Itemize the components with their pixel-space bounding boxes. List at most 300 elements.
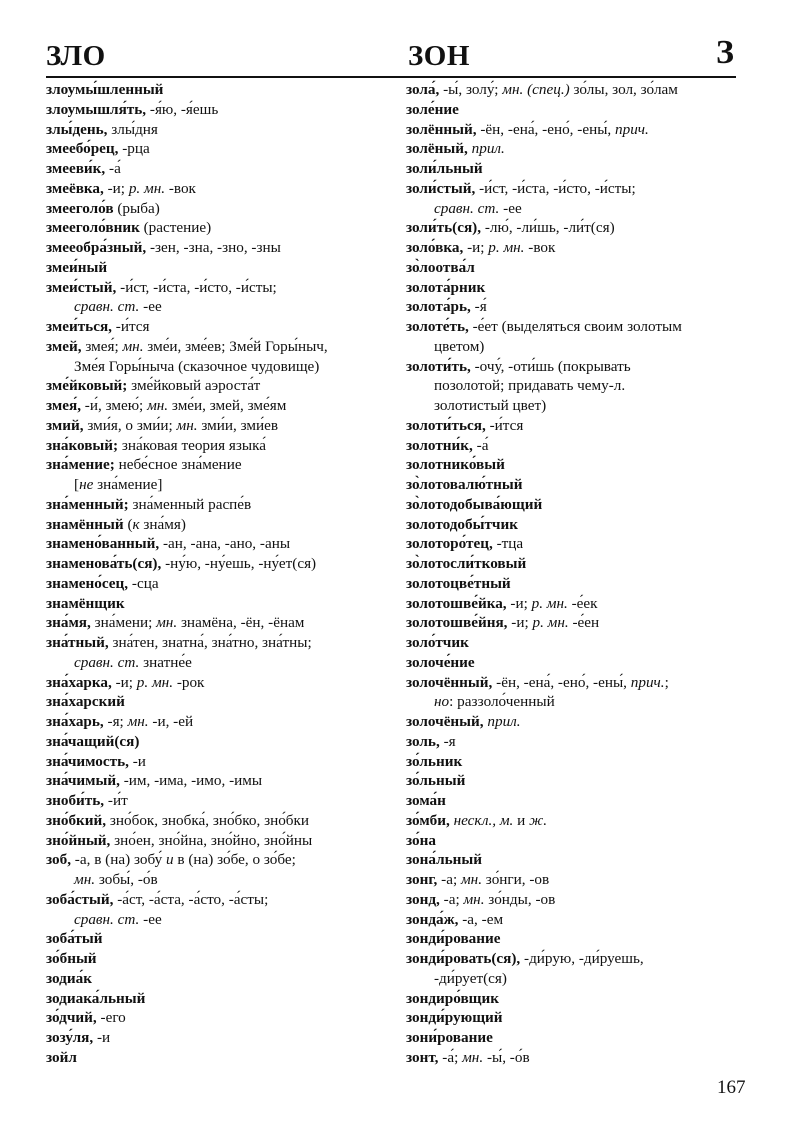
dictionary-entry (406, 791, 751, 811)
dictionary-entry (46, 594, 386, 614)
entry-text: в (на) зо́бе, о зо́бе; (173, 851, 296, 869)
headword: зона́льный (406, 851, 482, 869)
headword: зоба́тый (46, 930, 103, 948)
dictionary-entry (406, 159, 751, 179)
dictionary-entry (46, 752, 386, 772)
entry-text: -а́ст, -а́ста, -а́сто, -а́сты; (113, 890, 269, 908)
grammar-label: прил. (467, 140, 505, 158)
dictionary-entry (46, 139, 386, 159)
dictionary-entry (406, 929, 751, 949)
dictionary-entry (406, 732, 751, 752)
entry-text: -я́ю, -я́ешь (146, 100, 219, 118)
entry-text: -и́ст, -и́ста, -и́сто, -и́сты; (116, 278, 277, 296)
dictionary-entry (46, 534, 386, 554)
headword: знамено́сец, (46, 574, 129, 592)
dictionary-entry (46, 436, 386, 456)
headword: зно́йный, (46, 831, 111, 849)
headword: зна́чащий(ся) (46, 732, 140, 750)
grammar-label: сравн. ст. (74, 910, 140, 928)
headword: зола́, (406, 81, 440, 98)
dictionary-entry (406, 278, 751, 298)
entry-text: -и (128, 752, 146, 770)
left-column (46, 80, 386, 1068)
section-letter: З (716, 34, 734, 71)
dictionary-entry (46, 120, 386, 140)
headword: золоте́ть, (406, 318, 469, 335)
headword: золо́тчик (406, 634, 469, 651)
header-left-guide-word: ЗЛО (46, 40, 106, 72)
headword: золи́ть(ся), (406, 219, 482, 237)
headword: змеебо́рец, (46, 140, 119, 158)
headword: зонди́рование (406, 930, 501, 948)
entry-text: -ее (139, 910, 162, 928)
entry-text: -и́тся (485, 416, 524, 434)
headword: золотодобы́тчик (406, 515, 518, 533)
entry-text: зна́ковая теория языка́ (118, 436, 267, 454)
headword: зна́мя, (46, 614, 91, 632)
headword: зо́дчий, (46, 1009, 97, 1027)
headword: зонг, (406, 871, 438, 888)
entry-text: -вок (524, 239, 556, 256)
dictionary-entry (46, 1008, 386, 1028)
headword: зме́йковый; (46, 377, 128, 395)
entry-text: зобы́, -о́в (95, 871, 158, 888)
headword: золи́стый, (406, 179, 476, 197)
entry-continuation (46, 357, 386, 377)
dictionary-entry (46, 396, 386, 416)
headword: золота́рь, (406, 298, 471, 316)
entry-text: знамёна, -ён, -ёнам (177, 614, 305, 632)
entry-text: -зен, -зна, -зно, -зны (146, 239, 281, 256)
dictionary-entry (46, 238, 386, 258)
entry-text: [ (74, 476, 80, 493)
entry-text: зме́йковый аэроста́т (127, 377, 261, 395)
dictionary-entry (406, 653, 751, 673)
entry-text: -и; (506, 594, 532, 612)
grammar-label: мн. (156, 614, 178, 632)
dictionary-entry (406, 179, 751, 199)
dictionary-entry (406, 613, 751, 633)
entry-text: -и́ст, -и́ста, -и́сто, -и́сты; (475, 179, 636, 197)
grammar-label: мн. (460, 871, 482, 888)
headword: зно́бкий, (46, 811, 107, 829)
entry-text: -и (93, 1029, 111, 1046)
dictionary-entry (406, 594, 751, 614)
headword: золочёный, (406, 713, 484, 730)
dictionary-entry (406, 475, 751, 495)
dictionary-entry (46, 416, 386, 436)
entry-text: -и; (507, 614, 533, 632)
dictionary-entry (406, 633, 751, 653)
entry-text: -ан, -ана, -ано, -аны (159, 535, 291, 553)
right-column (406, 80, 751, 1068)
grammar-label: сравн. ст. (74, 653, 140, 671)
headword: зна́мение; (46, 456, 115, 474)
dictionary-entry (406, 850, 751, 870)
headword: змееобра́зный, (46, 239, 147, 256)
dictionary-entry (46, 554, 386, 574)
grammar-label: р. мн. (488, 239, 525, 256)
entry-text: -и́тся (111, 318, 150, 335)
headword: зоб, (46, 851, 71, 869)
dictionary-entry (46, 613, 386, 633)
entry-text: (растение) (139, 219, 212, 237)
dictionary-entry (46, 850, 386, 870)
headword: золённый, (406, 120, 477, 138)
entry-text: знатне́е (139, 653, 192, 671)
dictionary-entry (46, 159, 386, 179)
headword: зна́чимый, (46, 772, 120, 790)
headword: золоти́ться, (406, 416, 486, 434)
page-number: 167 (717, 1077, 746, 1098)
headword: змеи́ться, (46, 318, 112, 335)
dictionary-entry (46, 199, 386, 219)
header-right-guide-word: ЗОН (408, 40, 470, 72)
entry-text: : раззоло́ченный (449, 693, 555, 711)
dictionary-entry (46, 831, 386, 851)
headword: золь, (406, 732, 440, 750)
entry-text: -е́ен (568, 614, 600, 632)
headword: зо́льник (406, 752, 463, 770)
grammar-label: прил. (483, 713, 521, 730)
dictionary-entry (406, 436, 751, 456)
entry-text: позолотой; придавать чему-л. (434, 377, 626, 395)
entry-text: зме́и, змей, зме́ям (168, 397, 287, 414)
dictionary-entry (406, 771, 751, 791)
dictionary-entry (406, 120, 751, 140)
dictionary-entry (406, 80, 751, 100)
dictionary-entry (46, 258, 386, 278)
headword: зондиро́вщик (406, 989, 499, 1007)
entry-text: -рца (118, 140, 150, 158)
headword: злоумы́шленный (46, 81, 164, 98)
dictionary-entry (46, 218, 386, 238)
dictionary-entry (406, 416, 751, 436)
entry-text: цветом) (434, 337, 485, 355)
headword: зна́ковый; (46, 436, 119, 454)
entry-text: -ён, -ена́, -ено́, -ены́, (476, 120, 615, 138)
dictionary-entry (406, 317, 751, 337)
grammar-label: и (165, 851, 174, 869)
entry-text: -а́ (472, 436, 489, 454)
entry-text: -ди́рую, -ди́руешь, (520, 950, 644, 967)
dictionary-entry (406, 673, 751, 693)
entry-text: -и; (111, 673, 137, 691)
headword: змееви́к, (46, 160, 106, 177)
entry-continuation (406, 337, 751, 357)
headword: золотоцве́тный (406, 574, 511, 592)
entry-text: -а́ (105, 160, 121, 177)
headword: зо̀лотодобыва́ющий (406, 495, 543, 513)
entry-text: -е́ек (567, 594, 598, 612)
entry-text: змея́; (81, 337, 123, 355)
grammar-label: мн. (463, 890, 485, 908)
entry-text: -е́ет (выделяться своим золотым (468, 318, 682, 335)
dictionary-entry (406, 752, 751, 772)
grammar-label: мн. (147, 397, 169, 414)
entry-text: -а; (437, 871, 461, 888)
entry-continuation (46, 653, 386, 673)
dictionary-entry (46, 771, 386, 791)
entry-text: -я́ (470, 298, 487, 316)
dictionary-entry (46, 574, 386, 594)
dictionary-entry (46, 890, 386, 910)
page-header (46, 34, 734, 74)
headword: золёный, (406, 140, 468, 158)
dictionary-entry (406, 712, 751, 732)
dictionary-entry (46, 100, 386, 120)
headword: зна́тный, (46, 634, 109, 651)
entry-text: -рок (173, 673, 205, 691)
entry-text: зна́мя) (139, 515, 186, 533)
dictionary-entry (46, 712, 386, 732)
dictionary-entry (406, 495, 751, 515)
grammar-label: р. мн. (532, 614, 569, 632)
dictionary-entry (406, 455, 751, 475)
headword: зо́бный (46, 950, 97, 967)
entry-text: зо́лы, зол, зо́лам (569, 81, 678, 98)
entry-text: -ди́рует(ся) (434, 969, 507, 987)
dictionary-entry (46, 1028, 386, 1048)
grammar-label: не (79, 476, 94, 493)
entry-continuation (406, 396, 751, 416)
dictionary-entry (406, 554, 751, 574)
headword: зонд, (406, 890, 440, 908)
entry-text: -тца (492, 535, 524, 553)
entry-text: зно́бок, знобка́, зно́бко, зно́бки (106, 811, 310, 829)
grammar-label: мн. (462, 1048, 484, 1066)
entry-text: зна́мение] (93, 476, 163, 493)
entry-text: -а, -ем (458, 910, 504, 928)
headword: зо̀лотосли́тковый (406, 555, 527, 572)
headword: змеи́ный (46, 258, 108, 276)
dictionary-entry (406, 949, 751, 969)
entry-text: -ён, -ена́, -ено́, -ены́, (492, 673, 631, 691)
entry-text: зо́нды, -ов (484, 890, 556, 908)
entry-text: -очу́, -оти́шь (покрывать (470, 357, 631, 375)
dictionary-entry (406, 258, 751, 278)
grammar-label: нескл., м. (449, 811, 514, 829)
dictionary-entry (46, 317, 386, 337)
headword: зо́мби, (406, 811, 450, 829)
entry-text: (рыба) (113, 199, 160, 217)
entry-continuation (406, 969, 751, 989)
headword: золотошве́йня, (406, 614, 508, 632)
dictionary-entry (46, 1048, 386, 1068)
headword: золоти́ть, (406, 357, 471, 375)
headword: зо̀лотовалю́тный (406, 476, 523, 493)
headword: золо́вка, (406, 239, 464, 256)
dictionary-entry (46, 376, 386, 396)
grammar-label: р. мн. (128, 179, 166, 197)
dictionary-entry (406, 534, 751, 554)
dictionary-entry (46, 495, 386, 515)
entry-text: ( (123, 515, 133, 533)
entry-text: зно́ен, зно́йна, зно́йно, зно́йны (110, 831, 313, 849)
headword: зойл (46, 1048, 77, 1066)
entry-text: -и; (103, 179, 129, 197)
dictionary-entry (406, 989, 751, 1009)
headword: зонда́ж, (406, 910, 459, 928)
entry-text: -вок (165, 179, 196, 197)
headword: золотнико́вый (406, 456, 505, 474)
dictionary-entry (406, 100, 751, 120)
headword: зна́чимость, (46, 752, 129, 770)
headword: зна́харка, (46, 673, 112, 691)
entry-text: -а, в (на) зобу́ (71, 851, 166, 869)
grammar-label: мн. (176, 416, 198, 434)
grammar-label: сравн. ст. (74, 298, 140, 316)
entry-continuation (406, 692, 751, 712)
headword: зна́харский (46, 693, 125, 711)
entry-continuation (46, 475, 386, 495)
dictionary-entry (406, 811, 751, 831)
headword: зодиака́льный (46, 989, 146, 1007)
dictionary-entry (406, 870, 751, 890)
dictionary-entry (46, 989, 386, 1009)
entry-text: ; (664, 673, 669, 691)
dictionary-entry (46, 692, 386, 712)
headword: золотни́к, (406, 436, 473, 454)
grammar-label: ж. (529, 811, 548, 829)
dictionary-entry (46, 80, 386, 100)
entry-text: -я; (103, 713, 128, 730)
headword: золоторо́тец, (406, 535, 493, 553)
dictionary-entry (406, 357, 751, 377)
dictionary-entry (406, 238, 751, 258)
dictionary-entry (406, 1008, 751, 1028)
grammar-label: мн. (122, 337, 144, 355)
dictionary-entry (46, 732, 386, 752)
dictionary-entry (406, 1048, 751, 1068)
headword: зозу́ля, (46, 1029, 94, 1046)
dictionary-entry (406, 574, 751, 594)
entry-continuation (406, 199, 751, 219)
headword: золоче́ние (406, 653, 475, 671)
entry-text: -и; (463, 239, 489, 256)
headword: зо̀лоотва́л (406, 258, 475, 276)
headword: змееголо́в (46, 199, 114, 217)
headword: золи́льный (406, 160, 483, 177)
headword: зонди́рующий (406, 1009, 503, 1027)
entry-text: и (513, 811, 530, 829)
headword: золотошве́йка, (406, 594, 507, 612)
grammar-label: р. мн. (136, 673, 174, 691)
entry-text: злы́дня (107, 120, 158, 138)
grammar-label: мн. (74, 871, 96, 888)
entry-text: небе́сное зна́мение (114, 456, 242, 474)
header-rule (46, 76, 736, 78)
dictionary-entry (406, 890, 751, 910)
headword: зна́менный; (46, 495, 129, 513)
dictionary-entry (406, 910, 751, 930)
headword: знамёнщик (46, 594, 125, 612)
dictionary-entry (46, 179, 386, 199)
dictionary-entry (406, 139, 751, 159)
grammar-label: прич. (615, 120, 649, 138)
entry-text: Зме́я Горы́ныча (сказочное чудовище) (74, 357, 320, 375)
dictionary-entry (46, 633, 386, 653)
grammar-label: прич. (630, 673, 665, 691)
entry-continuation (46, 910, 386, 930)
dictionary-entry (406, 1028, 751, 1048)
entry-continuation (406, 376, 751, 396)
headword: зодиа́к (46, 969, 92, 987)
entry-continuation (46, 297, 386, 317)
entry-text: зна́менный распе́в (128, 495, 252, 513)
entry-text: -ы́, золу́; (439, 81, 503, 98)
entry-text: -им, -има, -имо, -имы (119, 772, 263, 790)
entry-text: -и́, змею́; (81, 397, 148, 414)
entry-text: -ну́ю, -ну́ешь, -ну́ет(ся) (161, 555, 317, 572)
dictionary-entry (406, 297, 751, 317)
entry-text: -а; (439, 890, 464, 908)
headword: змеёвка, (46, 179, 104, 197)
entry-text: -ее (499, 199, 522, 217)
headword: зома́н (406, 792, 446, 809)
headword: зна́харь, (46, 713, 104, 730)
entry-continuation (46, 870, 386, 890)
entry-text: зми́я, о зми́и; (83, 416, 177, 434)
grammar-label: р. мн. (531, 594, 568, 612)
dictionary-entry (406, 831, 751, 851)
headword: змееголо́вник (46, 219, 140, 237)
dictionary-entry (46, 811, 386, 831)
entry-text: -я (439, 732, 456, 750)
headword: змей, (46, 337, 82, 355)
dictionary-entry (46, 278, 386, 298)
headword: змея́, (46, 397, 81, 414)
entry-text: -лю́, -ли́шь, -ли́т(ся) (481, 219, 615, 237)
entry-text: золотистый цвет) (434, 397, 547, 414)
dictionary-entry (46, 337, 386, 357)
dictionary-entry (46, 515, 386, 535)
dictionary-entry (46, 969, 386, 989)
grammar-label: сравн. ст. (434, 199, 500, 217)
headword: зо́льный (406, 772, 466, 790)
headword: змеи́стый, (46, 278, 117, 296)
entry-text: -ее (139, 298, 162, 316)
grammar-label: мн. (127, 713, 149, 730)
headword: змий, (46, 416, 84, 434)
headword: знамено́ванный, (46, 535, 160, 553)
headword: золота́рник (406, 278, 486, 296)
entry-text: зме́и, зме́ев; Зме́й Горы́ныч, (143, 337, 328, 355)
headword: золе́ние (406, 100, 459, 118)
headword: злоумышля́ть, (46, 100, 147, 118)
headword: зноби́ть, (46, 792, 105, 809)
headword: зони́рование (406, 1029, 493, 1046)
headword: зоба́стый, (46, 890, 114, 908)
dictionary-entry (46, 949, 386, 969)
entry-text: зна́тен, знатна́, зна́тно, зна́тны; (108, 634, 312, 651)
entry-text: -и, -ей (148, 713, 194, 730)
headword: золочённый, (406, 673, 493, 691)
dictionary-entry (406, 218, 751, 238)
grammar-label: но (434, 693, 450, 711)
headword: зо́на (406, 831, 436, 849)
headword: зонди́ровать(ся), (406, 950, 521, 967)
headword: знамённый (46, 515, 124, 533)
dictionary-entry (406, 515, 751, 535)
entry-text: зми́и, зми́ев (197, 416, 279, 434)
entry-text: зна́мени; (90, 614, 157, 632)
dictionary-entry (46, 673, 386, 693)
headword: злы́день, (46, 120, 108, 138)
headword: зонт, (406, 1048, 439, 1066)
dictionary-entry (46, 791, 386, 811)
grammar-label: к (132, 515, 140, 533)
